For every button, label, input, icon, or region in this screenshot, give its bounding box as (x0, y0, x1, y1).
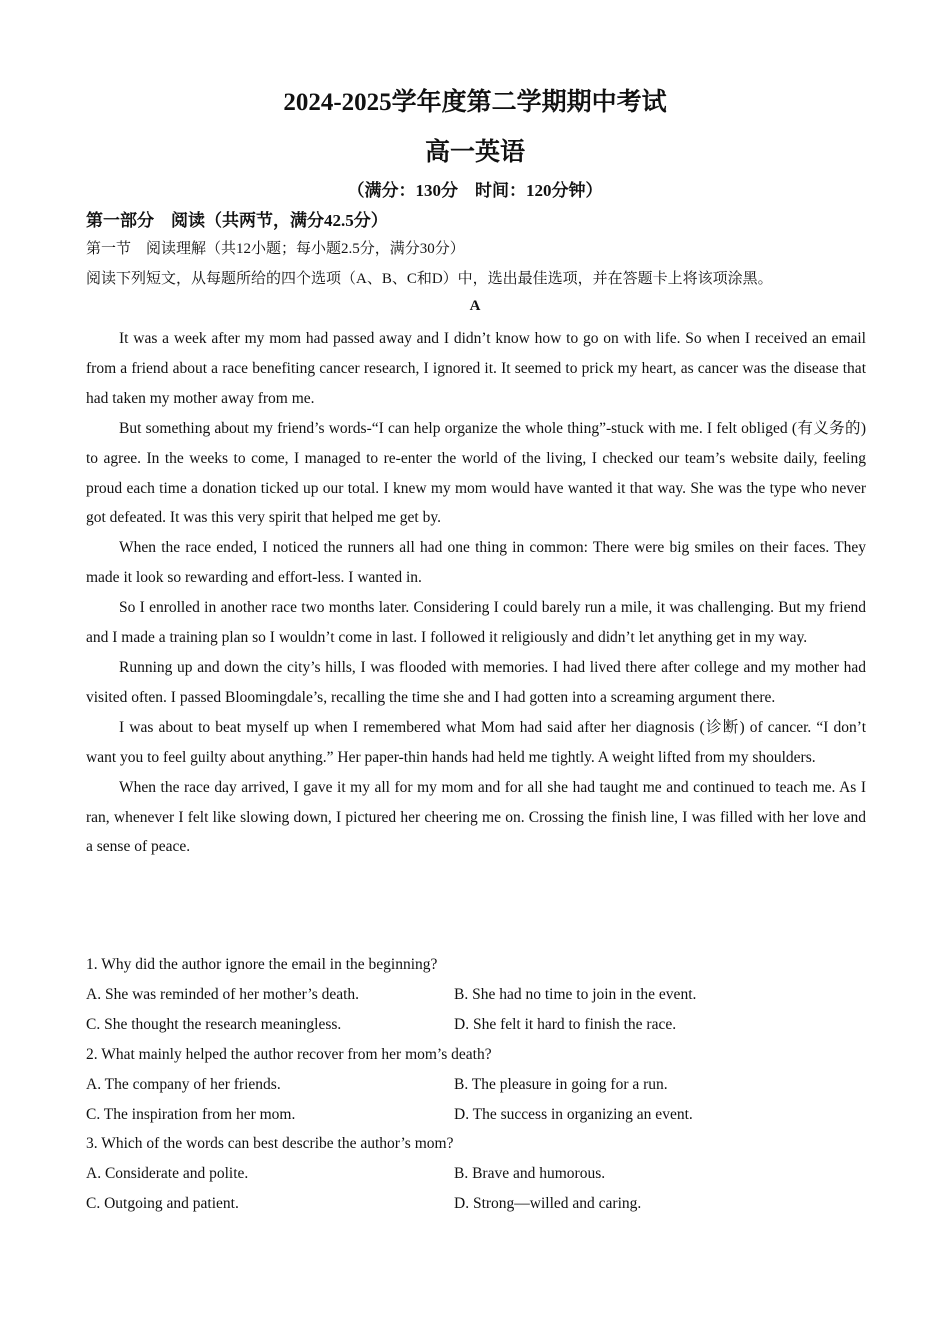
option-b: B. She had no time to join in the event. (454, 985, 697, 1003)
option-c: C. The inspiration from her mom. (86, 1105, 296, 1123)
option-a: A. Considerate and polite. (86, 1165, 249, 1183)
section-heading: 第一节 阅读理解（共12小题；每小题2.5分，满分30分） (86, 241, 465, 257)
part-heading: 第一部分 阅读（共两节，满分42.5分） (86, 211, 388, 230)
paragraph: But something about my friend’s words-“I can help organize the whole thing”-stuck with me. I felt obliged (有义务的) to agree. In the weeks to come, I managed to re-enter the world of the living, I checked our team’s website daily, feeling proud each time a donation ticked up our total. I knew my mom would have wanted it that way. She was the type who never got defeated. It was this very spirit that helped me get by. (86, 419, 866, 527)
option-d: D. The success in organizing an event. (454, 1105, 693, 1123)
question (86, 1129, 876, 1219)
question-stem: 1. Why did the author ignore the email in the beginning? (86, 956, 438, 973)
option-row (86, 1159, 876, 1189)
paragraph: So I enrolled in another race two months later. Considering I could barely run a mile, it was challenging. But my friend and I made a training plan so I wouldn’t come in last. I followed it religiously and didn’t let anything get in my way. (86, 599, 866, 647)
option-c: C. She thought the research meaningless. (86, 1015, 342, 1033)
instructions: 阅读下列短文，从每题所给的四个选项（A、B、C和D）中，选出最佳选项，并在答题卡上将该项涂黑。 (86, 271, 773, 287)
option-c: C. Outgoing and patient. (86, 1195, 239, 1213)
option-row (86, 1070, 876, 1100)
question-stem: 3. Which of the words can best describe the author’s mom? (86, 1135, 454, 1153)
question-list (86, 950, 876, 1219)
option-d: D. She felt it hard to finish the race. (454, 1015, 677, 1033)
exam-title: 2024-2025学年度第二学期期中考试 (283, 89, 667, 116)
paragraph: It was a week after my mom had passed away and I didn’t know how to go on with life. So when I received an email from a friend about a race benefiting cancer research, I ignored it. It seemed to prick my heart, as cancer was the disease that had taken my mother away from me. (86, 330, 866, 407)
option-row (86, 980, 876, 1010)
subject-title: 高一英语 (424, 139, 525, 166)
option-b: B. The pleasure in going for a run. (454, 1075, 668, 1093)
question (86, 950, 876, 1040)
option-a: A. She was reminded of her mother’s death. (86, 985, 360, 1003)
option-row (86, 1100, 876, 1130)
passage-text (86, 324, 866, 862)
paragraph: When the race day arrived, I gave it my all for my mom and for all she had taught me and continued to teach me. As I ran, whenever I felt like slowing down, I pictured her cheering me on. Crossing the finish line, I was filled with her love and a sense of peace. (86, 778, 866, 856)
paragraph: Running up and down the city’s hills, I was flooded with memories. I had lived there after college and my mother had visited often. I passed Bloomingdale’s, recalling the time she and I had gotten into a screaming argument there. (86, 658, 866, 706)
option-row (86, 1010, 876, 1040)
question (86, 1040, 876, 1130)
option-b: B. Brave and humorous. (454, 1165, 606, 1183)
question-stem: 2. What mainly helped the author recover from her mom’s death? (86, 1045, 492, 1063)
paragraph: When the race ended, I noticed the runners all had one thing in common: There were big smiles on their faces. They made it look so rewarding and effort-less. I wanted in. (86, 539, 866, 587)
paragraph: I was about to beat myself up when I remembered what Mom had said after her diagnosis (诊断) of cancer. “I don’t want you to feel guilty about anything.” Her paper-thin hands had held me tightly. A weight lifted from my shoulders. (86, 718, 866, 766)
score-time-info: （满分：130分 时间：120分钟） (347, 181, 603, 200)
option-d: D. Strong—willed and caring. (454, 1195, 642, 1213)
option-a: A. The company of her friends. (86, 1075, 281, 1093)
option-row (86, 1189, 876, 1219)
passage-label: A (469, 298, 481, 314)
